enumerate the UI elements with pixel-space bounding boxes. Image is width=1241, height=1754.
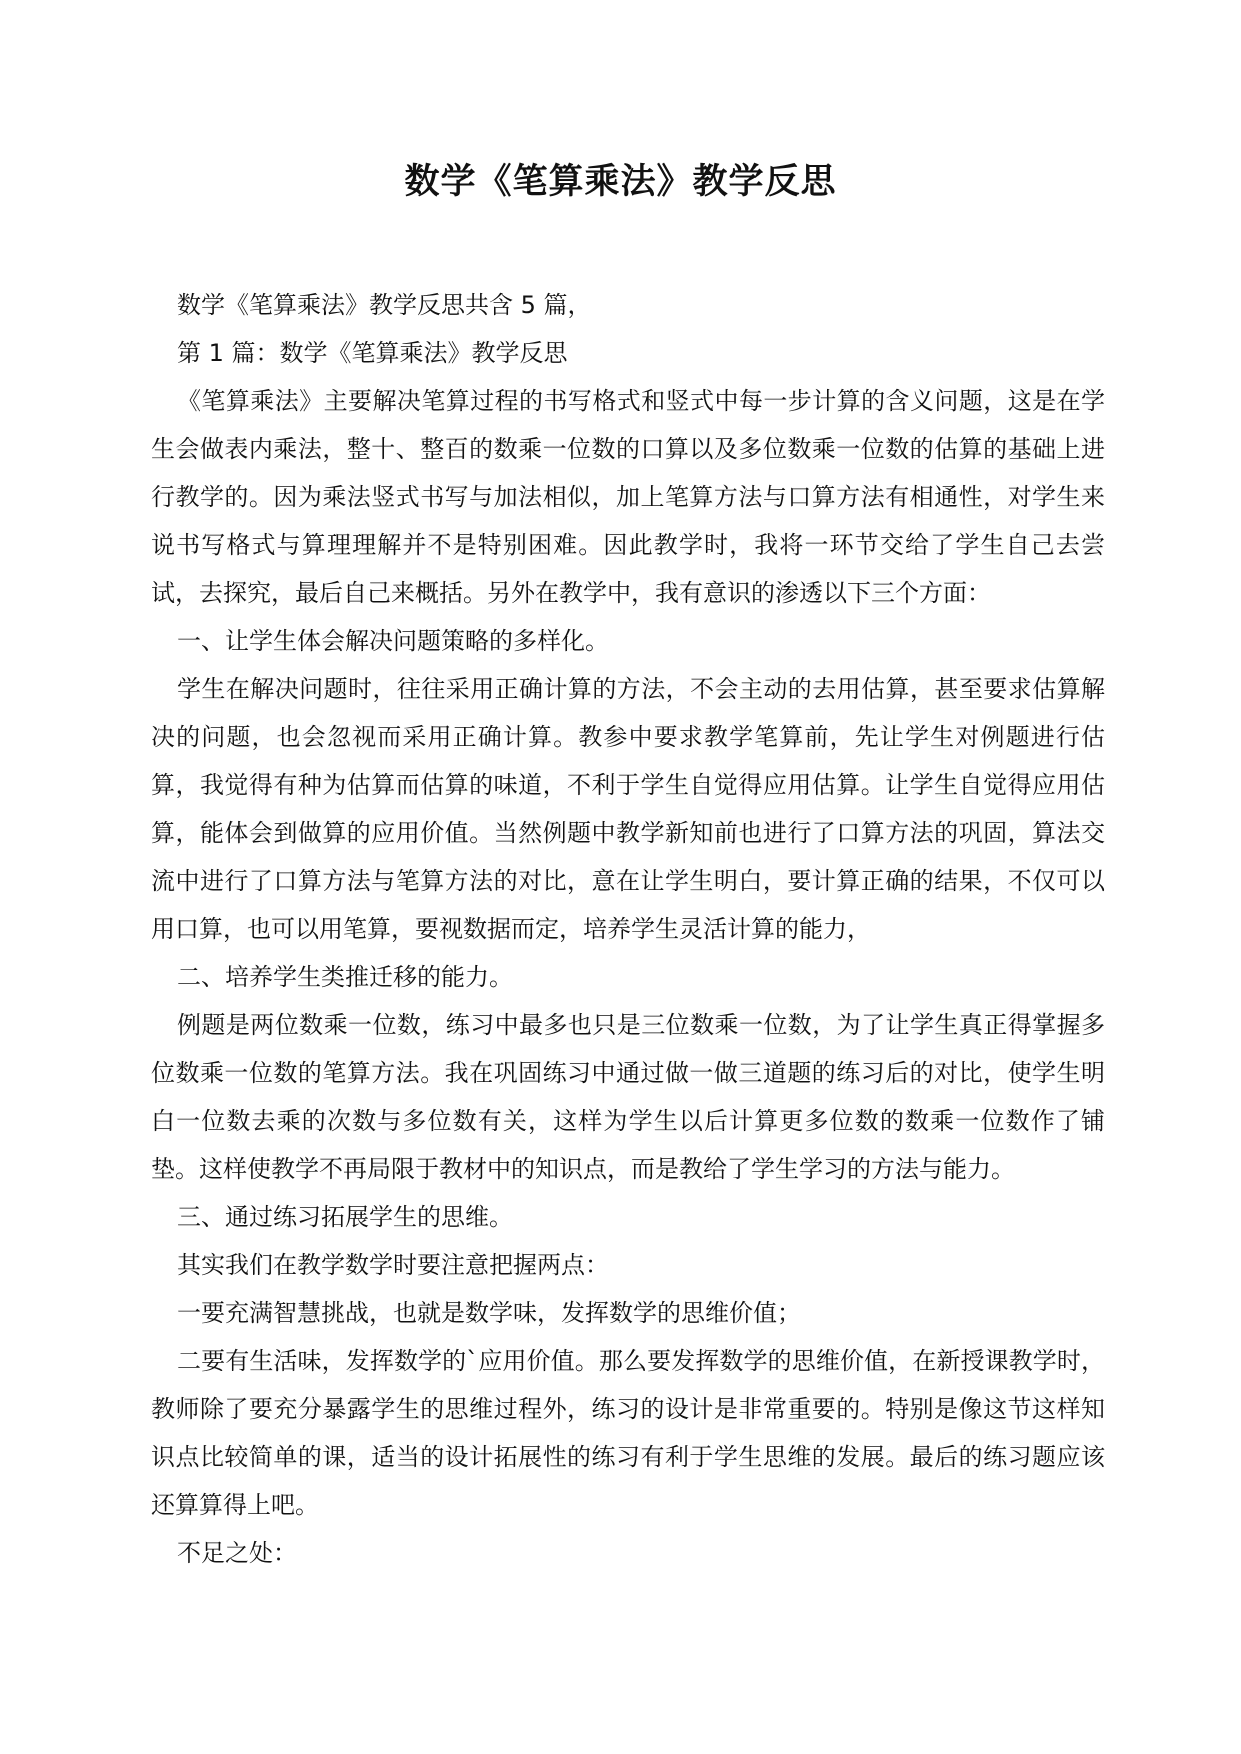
paragraph: 其实我们在教学数学时要注意把握两点： (177, 1251, 609, 1279)
document-title: 数学《笔算乘法》教学反思 (404, 162, 837, 202)
section-heading-2: 二、培养学生类推迁移的能力。 (177, 963, 513, 991)
paragraph: 《笔算乘法》主要解决笔算过程的书写格式和竖式中每一步计算的含义问题，这是在学生会做表内乘法，整十、整百的数乘一位数的口算以及多位数乘一位数的估算的基础上进行教学的。因为乘法竖式书写与加法相似，加上笔算方法与口算方法有相通性，对学生来说书写格式与算理理解并不是特别困难。因此教学时，我将一环节交给了学生自己去尝试，去探究，最后自己来概括。另外在教学中，我有意识的渗透以下三个方面： (151, 387, 1105, 607)
document-body (151, 281, 1105, 1577)
paragraph-shortcomings: 不足之处： (177, 1539, 297, 1567)
paragraph-intro: 数学《笔算乘法》教学反思共含 5 篇， (177, 291, 592, 319)
paragraph-part-heading: 第 1 篇：数学《笔算乘法》教学反思 (177, 339, 568, 367)
section-heading-3: 三、通过练习拓展学生的思维。 (177, 1203, 513, 1231)
section-heading-1: 一、让学生体会解决问题策略的多样化。 (177, 627, 609, 655)
paragraph: 一要充满智慧挑战，也就是数学味，发挥数学的思维价值； (177, 1299, 801, 1327)
paragraph: 二要有生活味，发挥数学的`应用价值。那么要发挥数学的思维价值，在新授课教学时，教师除了要充分暴露学生的思维过程外，练习的设计是非常重要的。特别是像这节这样知识点比较简单的课，适当的设计拓展性的练习有利于学生思维的发展。最后的练习题应该还算算得上吧。 (151, 1347, 1105, 1519)
paragraph: 例题是两位数乘一位数，练习中最多也只是三位数乘一位数，为了让学生真正得掌握多位数乘一位数的笔算方法。我在巩固练习中通过做一做三道题的练习后的对比，使学生明白一位数去乘的次数与多位数有关，这样为学生以后计算更多位数的数乘一位数作了铺垫。这样使教学不再局限于教材中的知识点，而是教给了学生学习的方法与能力。 (151, 1011, 1105, 1183)
paragraph: 学生在解决问题时，往往采用正确计算的方法，不会主动的去用估算，甚至要求估算解决的问题，也会忽视而采用正确计算。教参中要求教学笔算前，先让学生对例题进行估算，我觉得有种为估算而估算的味道，不利于学生自觉得应用估算。让学生自觉得应用估算，能体会到做算的应用价值。当然例题中教学新知前也进行了口算方法的巩固，算法交流中进行了口算方法与笔算方法的对比，意在让学生明白，要计算正确的结果，不仅可以用口算，也可以用笔算，要视数据而定，培养学生灵活计算的能力， (151, 675, 1105, 943)
